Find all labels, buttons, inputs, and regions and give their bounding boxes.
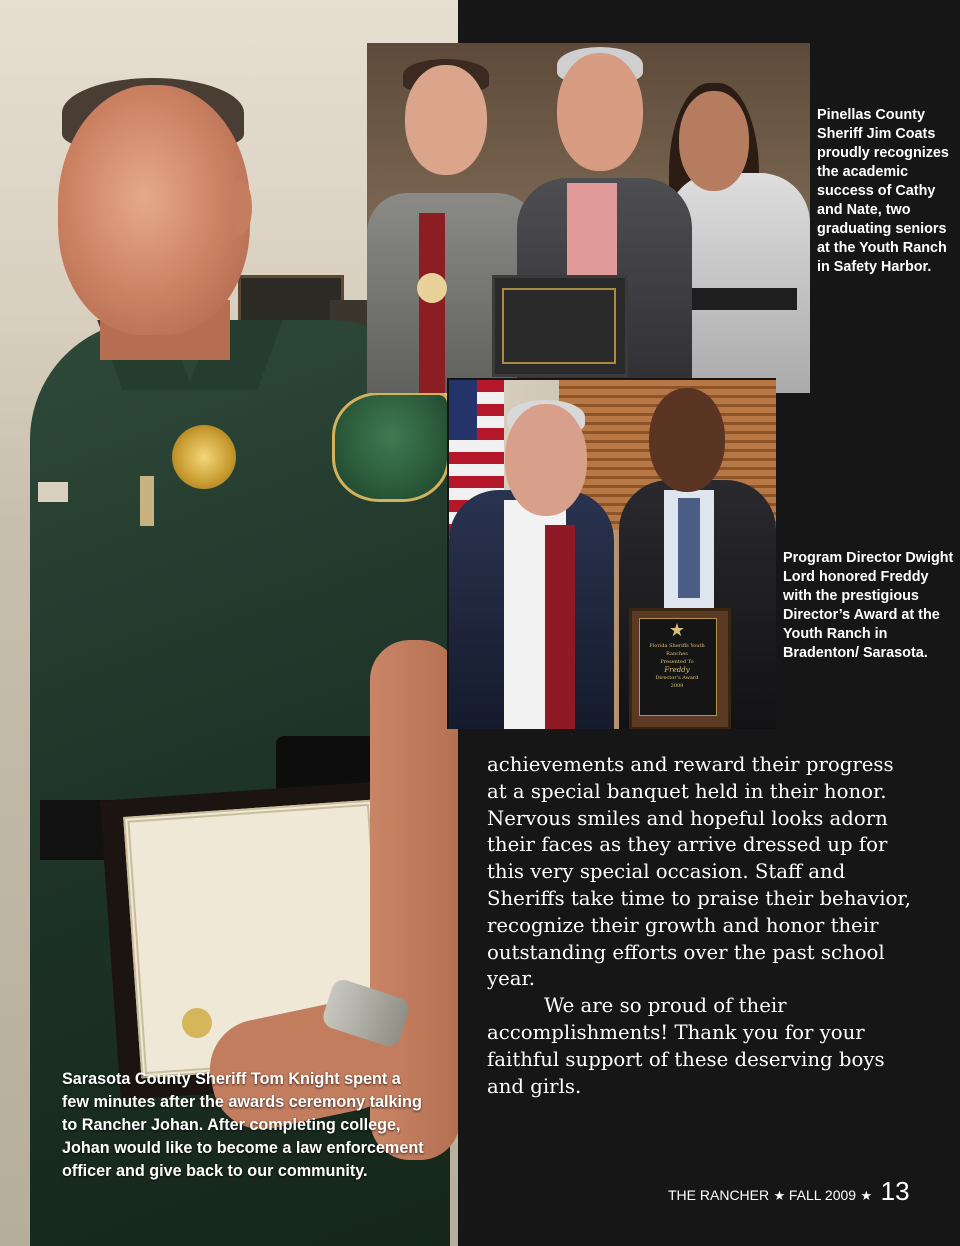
certificate-seal-icon <box>182 1008 212 1038</box>
article-paragraph-2: We are so proud of their accomplishments! Thank you for your faithful support of these deserving boys and girls. <box>487 994 885 1098</box>
star-badge-icon: ★ <box>668 620 686 641</box>
certificate-folder-border <box>502 288 616 364</box>
sheriff-ear <box>230 180 252 235</box>
article-paragraph-1: achievements and reward their progress at a special banquet held in their honor. Nervous smiles and hopeful looks adorn their faces as they arrive dressed up for this very special occasion. Staff and Sheriffs take time to praise their behavior, recognize their growth and honor their outstanding efforts over the past school year. <box>487 753 911 991</box>
sheriff-face <box>58 85 250 335</box>
person-freddy-face <box>649 388 725 492</box>
article-body <box>487 752 917 1100</box>
person-nate-tie <box>419 213 445 393</box>
person-cathy-face <box>679 91 749 191</box>
caption-middle-photo: Program Director Dwight Lord honored Freddy with the prestigious Director’s Award at the Youth Ranch in Bradenton/ Sarasota. <box>783 550 954 661</box>
caption-left-photo: Sarasota County Sheriff Tom Knight spent a few minutes after the awards ceremony talking to Rancher Johan. After completing college, Johan would like to become a law enforcement officer and give back to our community. <box>62 1070 424 1180</box>
star-icon-2: ★ <box>860 1188 873 1203</box>
plaque-year: 2009 <box>670 683 684 689</box>
person-cathy-sash <box>677 288 797 310</box>
footer-publication: THE RANCHER <box>668 1187 770 1203</box>
person-sheriff-coats-face <box>557 53 643 171</box>
pocket-pens <box>140 476 154 526</box>
plaque-award: Director's Award <box>655 675 699 681</box>
person-nate-face <box>405 65 487 175</box>
plaque-line1: Florida Sheriffs Youth Ranches <box>649 643 705 657</box>
award-plaque-text <box>641 642 713 690</box>
page-number: 13 <box>880 1176 910 1206</box>
person-dwight-lord-face <box>505 404 587 516</box>
person-freddy-tie <box>678 498 700 598</box>
medal-icon <box>417 273 447 303</box>
caption-top-photo: Pinellas County Sheriff Jim Coats proudly recognizes the academic success of Cathy and Nate, two graduating seniors at the Youth Ranch in Safety Harbor. <box>817 107 949 275</box>
photo-directors-award <box>447 378 776 729</box>
nameplate <box>38 482 68 502</box>
shoulder-patch-icon <box>332 392 450 502</box>
photo-sheriff-coats <box>367 43 810 393</box>
us-flag-canton <box>449 380 477 440</box>
page-footer <box>668 1176 928 1207</box>
sheriff-badge-icon <box>172 425 236 489</box>
plaque-name: Freddy <box>664 666 690 674</box>
star-icon: ★ <box>773 1188 789 1203</box>
plaque-line2: Presented To <box>660 659 694 665</box>
person-dwight-lord-tie <box>545 525 575 729</box>
footer-issue: FALL 2009 <box>788 1187 857 1203</box>
